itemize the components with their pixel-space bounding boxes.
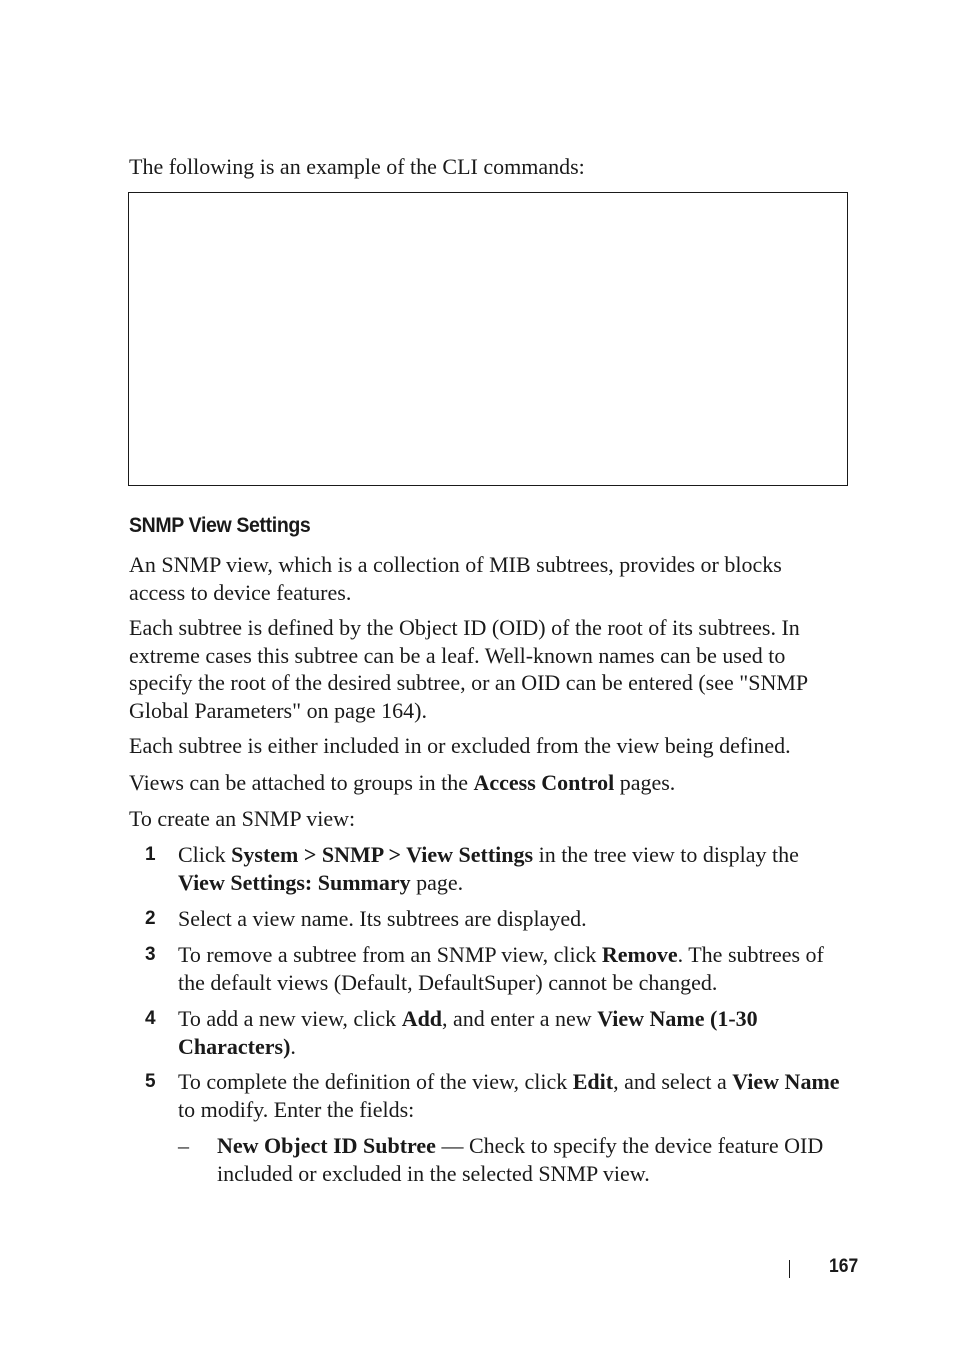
field-name-text: Characters) — [178, 1033, 291, 1059]
page-name-text: View Settings: Summary — [178, 869, 411, 895]
paragraph-line: access to device features. — [129, 579, 352, 605]
step-number: 2 — [145, 908, 156, 929]
text-run: , and enter a new — [442, 1006, 598, 1031]
step-text — [178, 841, 858, 896]
step-line — [178, 1033, 858, 1061]
step-text — [178, 905, 858, 933]
text-run: To add a new view, click — [178, 1006, 402, 1031]
text-run: To complete the definition of the view, click — [178, 1069, 573, 1094]
text-run: pages. — [614, 770, 676, 795]
step-number: 3 — [145, 944, 156, 965]
step-line — [178, 1068, 858, 1096]
step-line — [178, 941, 858, 969]
intro-text: The following is an example of the CLI commands: — [129, 154, 585, 179]
step-line: to modify. Enter the fields: — [178, 1096, 415, 1122]
paragraph-line: specify the root of the desired subtree, or an OID can be entered (see "SNMP — [129, 670, 809, 695]
text-run: page. — [410, 869, 464, 895]
paragraph-snmp-view-definition — [129, 551, 853, 606]
menu-path-text: System > SNMP > View Settings — [231, 842, 534, 867]
step-line: the default views (Default, DefaultSuper) cannot be changed. — [178, 969, 718, 995]
paragraph-included-excluded — [129, 732, 853, 760]
step-number: 5 — [145, 1071, 156, 1092]
sub-item-line: included or excluded in the selected SNMP view. — [217, 1160, 650, 1186]
paragraph-access-control — [129, 769, 853, 797]
paragraph-line: To create an SNMP view: — [129, 806, 356, 831]
step-text — [178, 1068, 858, 1123]
step-line — [178, 841, 858, 869]
field-name-text: New Object ID Subtree — [217, 1133, 436, 1158]
paragraph-line: extreme cases this subtree can be a leaf. Well-known names can be used to — [129, 642, 786, 668]
paragraph-line: Each subtree is defined by the Object ID (OID) of the root of its subtrees. In — [129, 615, 800, 640]
access-control-link-text: Access Control — [473, 770, 615, 795]
section-heading: SNMP View Settings — [129, 514, 311, 537]
page-number: 167 — [829, 1256, 859, 1277]
add-label-text: Add — [401, 1006, 443, 1031]
edit-label-text: Edit — [572, 1069, 614, 1094]
step-text — [178, 941, 858, 996]
step-number: 1 — [145, 844, 156, 865]
paragraph-line: Global Parameters" on page 164). — [129, 697, 427, 723]
text-run: . The subtrees of — [677, 942, 824, 967]
text-run: , and select a — [613, 1069, 733, 1094]
paragraph-create-view — [129, 805, 853, 833]
sub-item-text — [217, 1132, 857, 1187]
step-line — [178, 869, 858, 897]
text-run: . — [290, 1033, 296, 1059]
text-run: Views can be attached to groups in the — [129, 770, 474, 795]
step-number: 4 — [145, 1008, 156, 1029]
text-run: Click — [178, 842, 232, 867]
paragraph-line — [129, 769, 853, 797]
footer-divider — [789, 1260, 790, 1278]
field-name-text: View Name (1-30 — [597, 1006, 758, 1031]
cli-example-box — [128, 192, 848, 486]
text-run: — Check to specify the device feature OID — [435, 1133, 824, 1158]
dash-bullet: – — [178, 1133, 189, 1158]
text-run: in the tree view to display the — [533, 842, 799, 867]
step-text — [178, 1005, 858, 1060]
remove-label-text: Remove — [601, 942, 678, 967]
paragraph-subtree-definition — [129, 614, 853, 724]
field-name-text: View Name — [732, 1069, 840, 1094]
step-line: Select a view name. Its subtrees are displayed. — [178, 906, 587, 931]
paragraph-line: An SNMP view, which is a collection of MIB subtrees, provides or blocks — [129, 552, 782, 577]
text-run: To remove a subtree from an SNMP view, click — [178, 942, 602, 967]
step-line — [178, 1005, 858, 1033]
sub-item-line — [217, 1132, 857, 1160]
paragraph-line: Each subtree is either included in or excluded from the view being defined. — [129, 733, 791, 758]
